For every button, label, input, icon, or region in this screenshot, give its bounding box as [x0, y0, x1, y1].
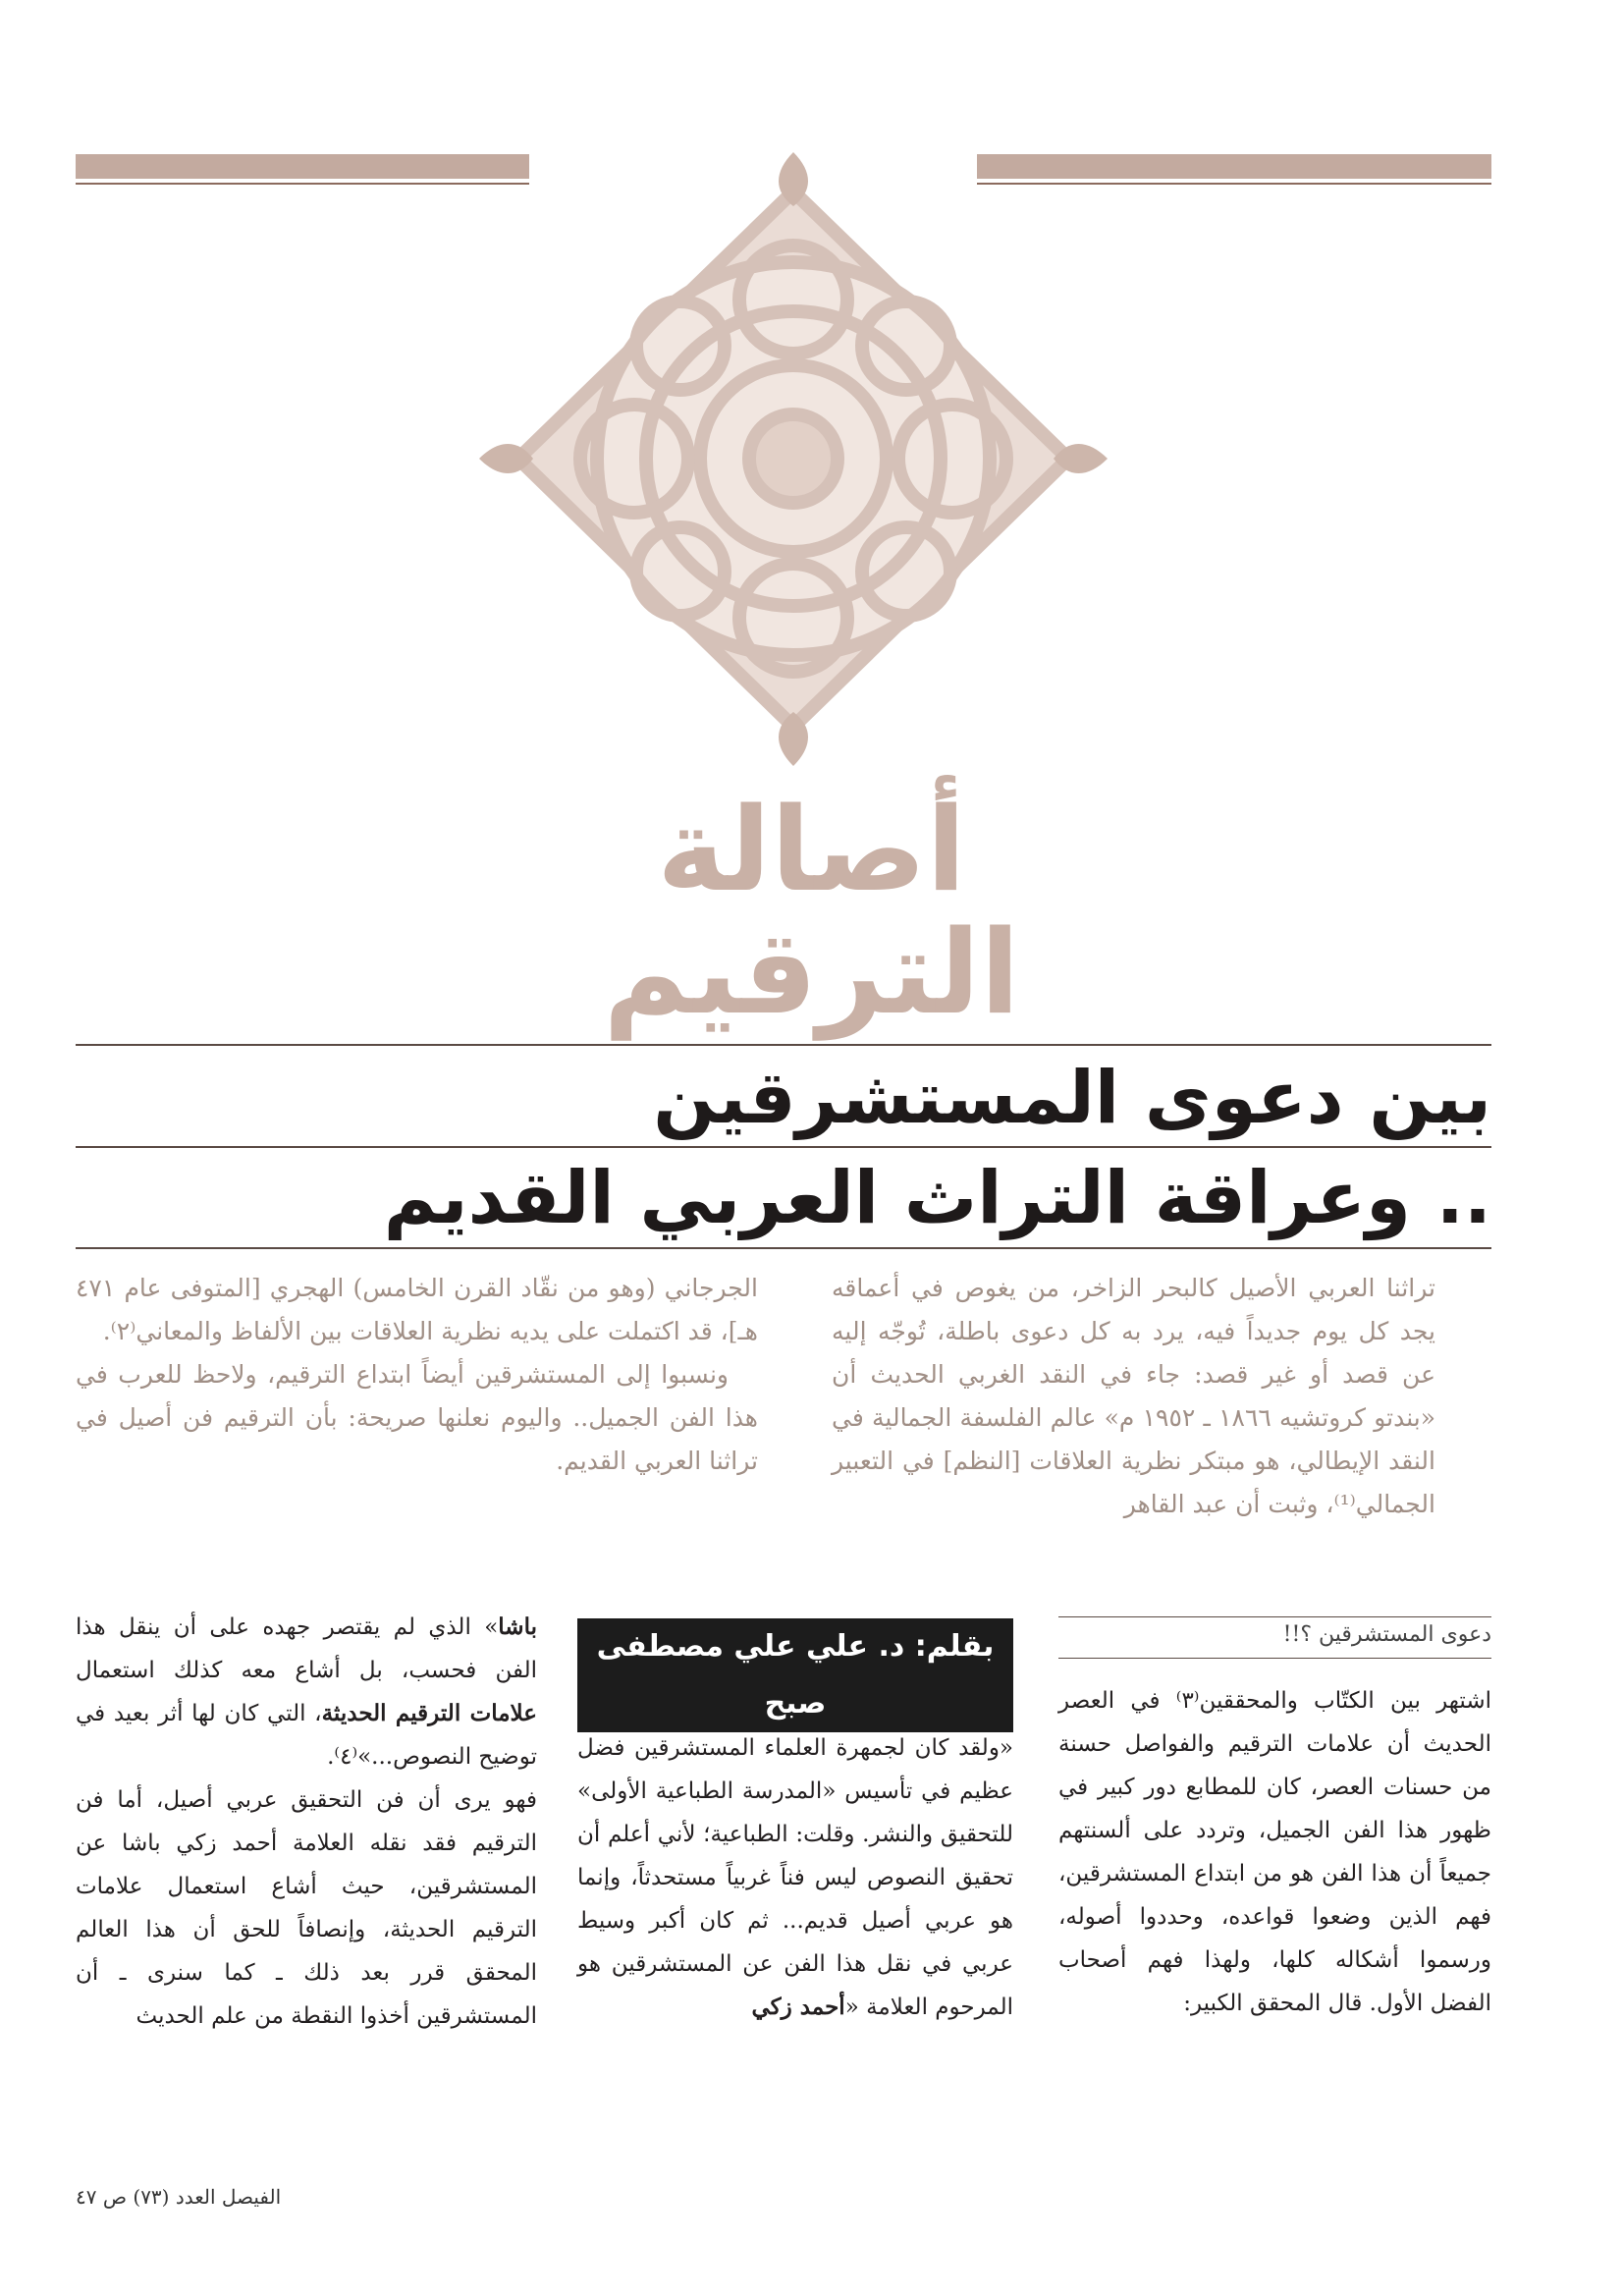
page-footer: الفيصل العدد (٧٣) ص ٤٧: [76, 2185, 282, 2209]
subtitle-top-rule: [76, 1044, 1491, 1046]
section-underline: [1058, 1658, 1491, 1659]
intro-column-left: [76, 1267, 758, 1483]
author-byline: بقلم: د. علي علي مصطفى صبح: [577, 1618, 1013, 1732]
subtitle-line-2: .. وعراقة التراث العربي القديم: [383, 1156, 1491, 1240]
body-column-left: [76, 1606, 537, 2038]
intro-paragraph-left-1: الجرجاني (وهو من نقّاد القرن الخامس) الهجري [المتوفى عام ٤٧١ هـ]، قد اكتملت على يديه نظرية العلاقات بين الألفاظ والمعاني⁽٢⁾.: [76, 1274, 758, 1345]
subtitle-middle-rule: [76, 1146, 1491, 1148]
subtitle-line-1: بين دعوى المستشرقين: [653, 1056, 1491, 1140]
body-paragraph-middle: [577, 1726, 1013, 2029]
pasha-word: باشا: [498, 1613, 537, 1640]
body-column-middle: [577, 1726, 1013, 2029]
quote-continuation: » الذي لم يقتصر جهده على أن ينقل هذا الفن فحسب، بل أشاع معه كذلك استعمال: [76, 1614, 537, 1683]
section-rule: [1058, 1616, 1491, 1617]
arabesque-ornament-icon: [479, 152, 1108, 766]
subtitle-bottom-rule: [76, 1247, 1491, 1249]
body-paragraph-left-1: [76, 1606, 537, 1778]
ahmad-zaki-name: أحمد زكي: [751, 1994, 845, 2020]
intro-paragraph-left-2: ونسبوا إلى المستشرقين أيضاً ابتداع الترقيم، ولاحظ للعرب في هذا الفن الجميل.. واليوم نعلنها صريحة: بأن الترقيم فن أصيل في تراثنا العربي القديم.: [76, 1360, 758, 1475]
quote-text: «ولقد كان لجمهرة العلماء المستشرقين فضل عظيم في تأسيس «المدرسة الطباعية الأولى» للتحقيق والنشر. وقلت: الطباعية؛ لأني أعلم أن تحقيق النصوص ليس فناً غربياً مستحدثاً، وإنما هو عربي أصيل قديم... ثم كان أكبر وسيط عربي في نقل هذا الفن عن المستشرقين هو المرحوم العلامة «: [577, 1735, 1013, 2020]
top-bar-left: [76, 154, 529, 179]
title-line-2: الترقيم: [603, 904, 1020, 1040]
body-paragraph-left-2: فهو يرى أن فن التحقيق عربي أصيل، أما فن الترقيم فقد نقله العلامة أحمد زكي باشا عن المستشرقين، حيث أشاع استعمال علامات الترقيم الحديثة، وإنصافاً للحق أن هذا العالم المحقق قرر بعد ذلك ـ كما سنرى ـ أن المستشرقين أخذوا النقطة من علم الحديث: [76, 1787, 537, 2029]
title-line-1: أصالة: [657, 782, 966, 917]
body-paragraph-right: اشتهر بين الكتّاب والمحققين⁽٣⁾ في العصر الحديث أن علامات الترقيم والفواصل حسنة من حسنات العصر، كان للمطابع دور كبير في ظهور هذا الفن الجميل، وتردد على ألسنتهم جميعاً أن هذا الفن هو من ابتداع المستشرقين، فهم الذين وضعوا قواعده، وحددوا أصوله، ورسموا أشكاله كلها، ولهذا فهم أصحاب الفضل الأول. قال المحقق الكبير:: [1058, 1688, 1491, 2016]
intro-column-right: [832, 1267, 1435, 1526]
modern-punctuation-marks: علامات الترقيم الحديثة: [321, 1700, 537, 1726]
quote-ending: ، التي كان لها أثر بعيد في توضيح النصوص...»⁽٤⁾.: [76, 1701, 537, 1770]
section-heading: دعوى المستشرقين ؟!!: [1282, 1622, 1491, 1647]
top-bar-left-underline: [76, 183, 529, 185]
body-column-right: [1058, 1679, 1491, 2025]
intro-paragraph-right: تراثنا العربي الأصيل كالبحر الزاخر، من يغوص في أعماقه يجد كل يوم جديداً فيه، يرد به كل دعوى باطلة، تُوجّه إليه عن قصد أو غير قصد: جاء في النقد الغربي الحديث أن «بندتو كروتشيه ١٨٦٦ ـ ١٩٥٢ م» عالم الفلسفة الجمالية في النقد الإيطالي، هو مبتكر نظرية العلاقات [النظم] في التعبير الجمالي⁽¹⁾، وثبت أن عبد القاهر: [832, 1274, 1436, 1518]
